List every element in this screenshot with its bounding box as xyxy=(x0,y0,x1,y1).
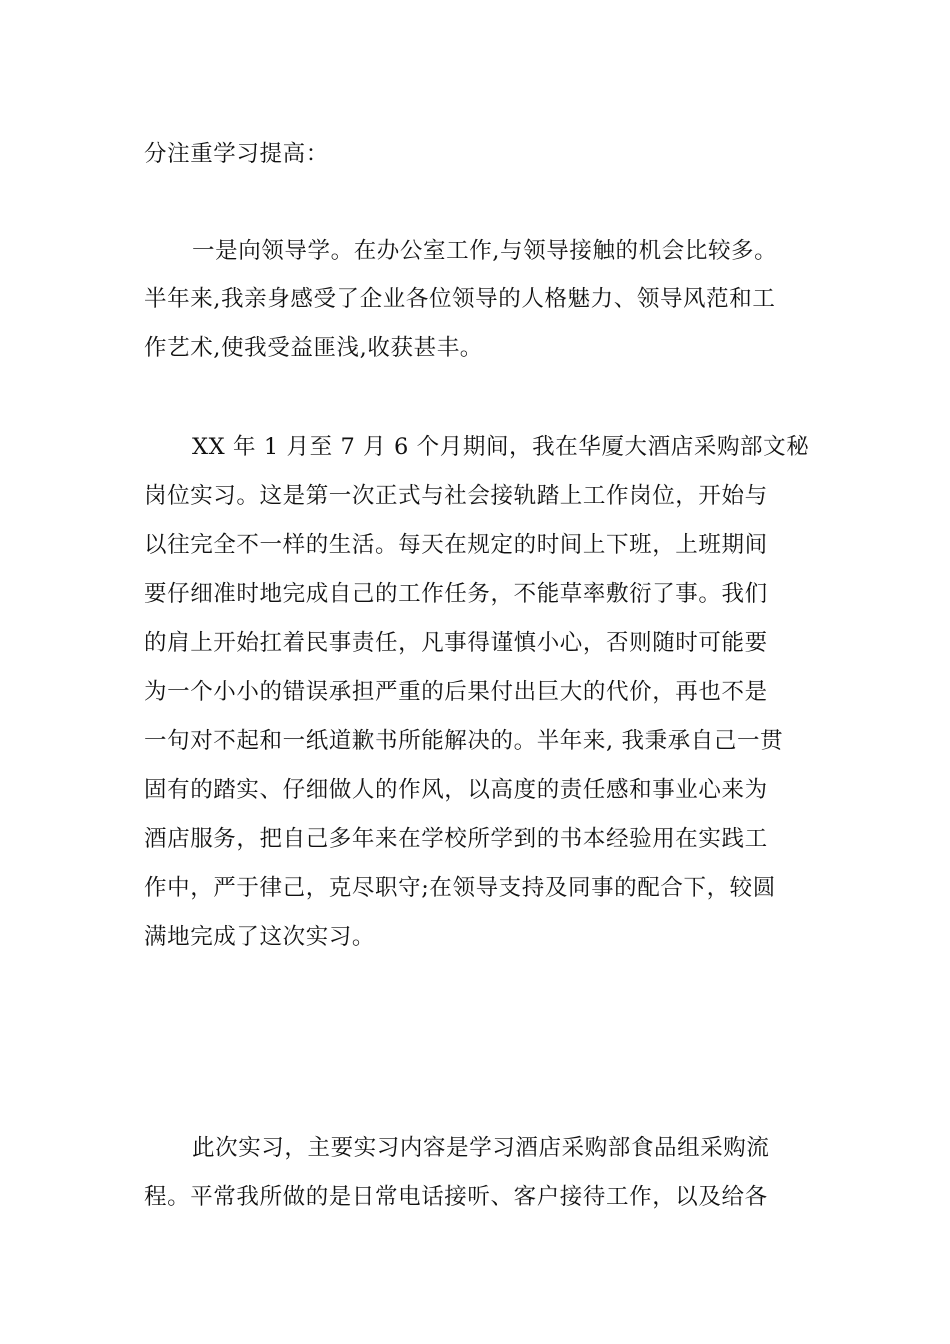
paragraph-3-line-3: 以往完全不一样的生活。每天在规定的时间上下班，上班期间 xyxy=(144,532,768,558)
paragraph-3-line-1: XX 年 1 月至 7 月 6 个月期间，我在华厦大酒店采购部文秘 xyxy=(192,434,810,460)
paragraph-3-line-10: 作中，严于律己，克尽职守;在领导支持及同事的配合下，较圆 xyxy=(144,875,776,901)
paragraph-2-line-3: 作艺术,使我受益匪浅,收获甚丰。 xyxy=(144,335,483,361)
paragraph-3-line-5: 的肩上开始扛着民事责任，凡事得谨慎小心，否则随时可能要 xyxy=(144,630,768,656)
paragraph-3-line-9: 酒店服务，把自己多年来在学校所学到的书本经验用在实践工 xyxy=(144,826,768,852)
paragraph-4-line-2: 程。平常我所做的是日常电话接听、客户接待工作，以及给各 xyxy=(144,1184,768,1210)
paragraph-1-line-1: 分注重学习提高： xyxy=(144,141,329,167)
paragraph-3-line-6: 为一个小小的错误承担严重的后果付出巨大的代价，再也不是 xyxy=(144,679,768,705)
paragraph-3-line-7: 一句对不起和一纸道歉书所能解决的。半年来, 我秉承自己一贯 xyxy=(144,728,784,754)
paragraph-2-line-1: 一是向领导学。在办公室工作,与领导接触的机会比较多。 xyxy=(192,238,778,264)
paragraph-3-line-8: 固有的踏实、仔细做人的作风，以高度的责任感和事业心来为 xyxy=(144,777,768,803)
paragraph-3-line-4: 要仔细准时地完成自己的工作任务，不能草率敷衍了事。我们 xyxy=(144,581,768,607)
paragraph-2-line-2: 半年来,我亲身感受了企业各位领导的人格魅力、领导风范和工 xyxy=(144,286,776,312)
paragraph-3-line-2: 岗位实习。这是第一次正式与社会接轨踏上工作岗位，开始与 xyxy=(144,483,768,509)
paragraph-4-line-1: 此次实习，主要实习内容是学习酒店采购部食品组采购流 xyxy=(192,1135,770,1161)
paragraph-3-line-11: 满地完成了这次实习。 xyxy=(144,924,376,950)
